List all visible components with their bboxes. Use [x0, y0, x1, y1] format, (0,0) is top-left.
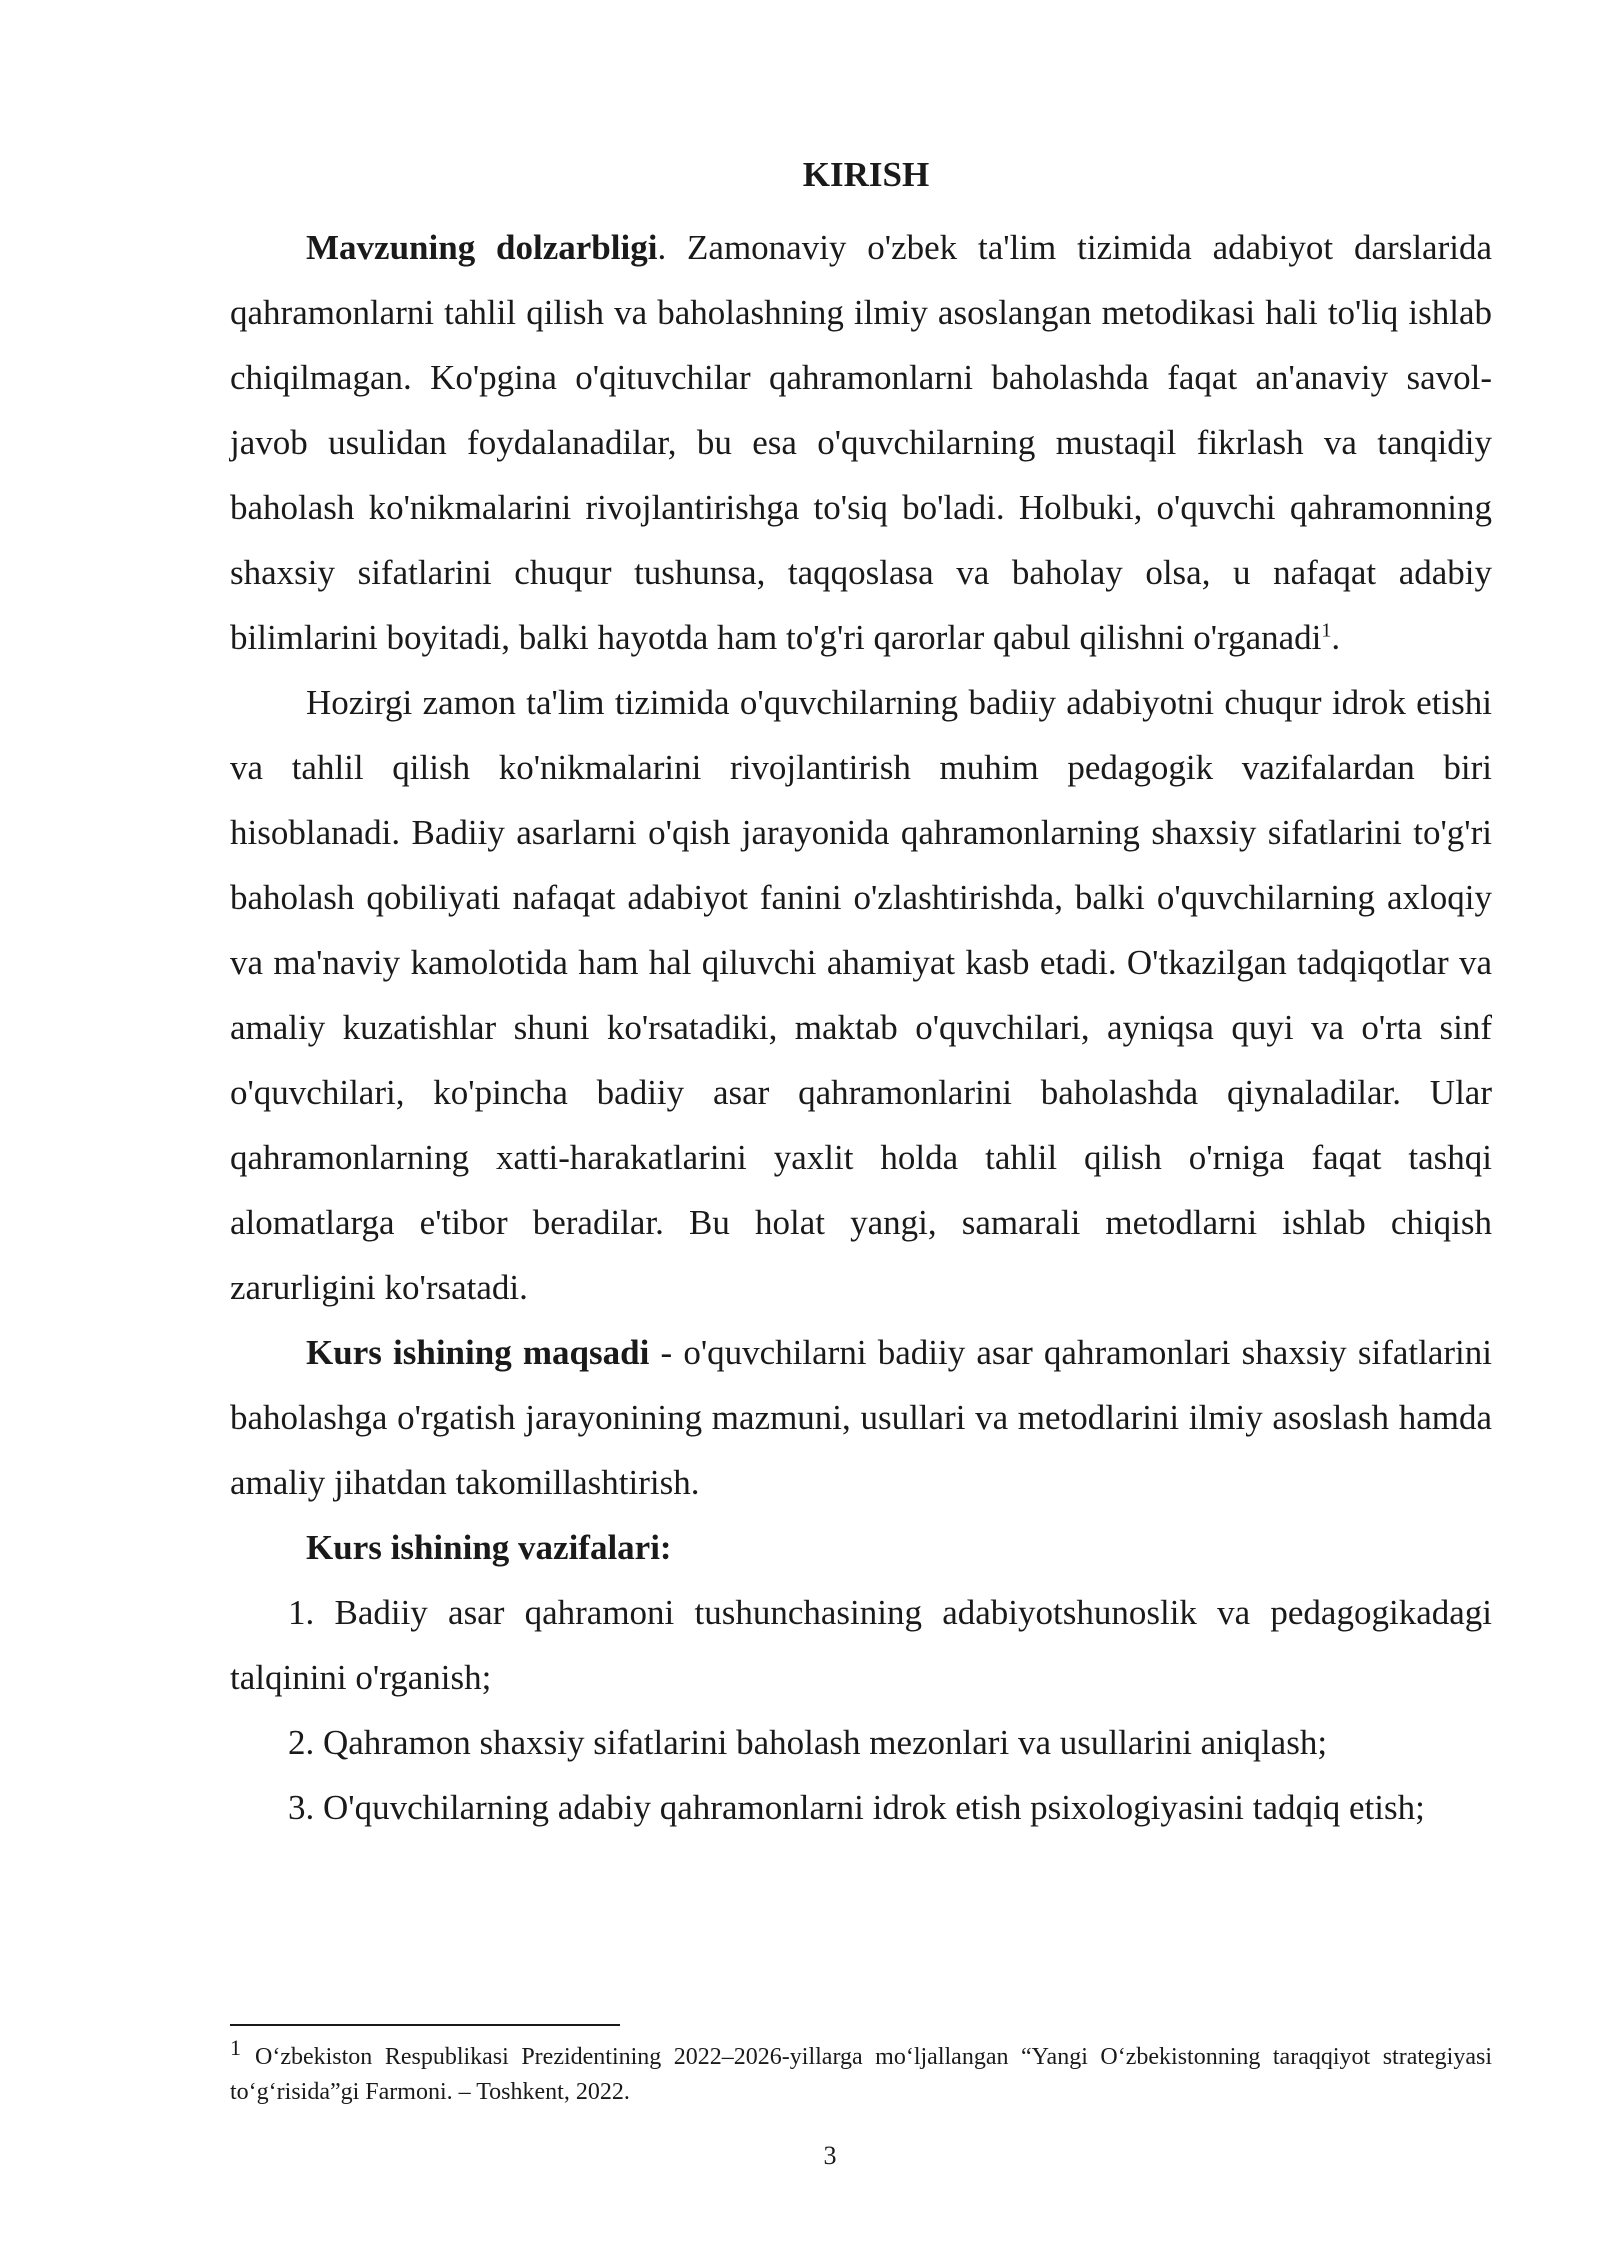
- task-item-1: 1. Badiiy asar qahramoni tushunchasining adabiyotshunoslik va pedagogikadagi talqinini o'rganish;: [230, 1593, 1492, 1697]
- relevance-text: . Zamonaviy o'zbek ta'lim tizimida adabiyot darslarida qahramonlarni tahlil qilish va baholashning ilmiy asoslangan metodikasi hali to'liq ishlab chiqilmagan. Ko'pgina o'qituvchilar qahramonlarni baholashda faqat an'anaviy savol-javob usulidan foydalanadilar, bu esa o'quvchilarning mustaqil fikrlash va tanqidiy baholash ko'nikmalarini rivojlantirishga to'siq bo'ladi. Holbuki, o'quvchi qahramonning shaxsiy sifatlarini chuqur tushunsa, taqqoslasa va baholay olsa, u nafaqat adabiy bilimlarini boyitadi, balki hayotda ham to'g'ri qarorlar qabul qilishni o'rganadi: [230, 228, 1492, 657]
- footnote-reference[interactable]: 1: [1321, 619, 1332, 642]
- relevance-paragraph: [230, 215, 1492, 670]
- footnote: [230, 2035, 1492, 2110]
- relevance-text-end: .: [1331, 618, 1341, 657]
- page-number: 3: [823, 2141, 837, 2170]
- page-body: [230, 150, 1492, 1840]
- footnote-number: 1: [230, 2035, 241, 2060]
- footnote-text: O‘zbekiston Respublikasi Prezidentining 2022–2026-yillarga mo‘ljallangan “Yangi O‘zbekistonning taraqqiyot strategiyasi to‘g‘risida”gi Farmoni. – Toshkent, 2022.: [230, 2044, 1492, 2105]
- context-paragraph: Hozirgi zamon ta'lim tizimida o'quvchilarning badiiy adabiyotni chuqur idrok etishi va tahlil qilish ko'nikmalarini rivojlantirish muhim pedagogik vazifalardan biri hisoblanadi. Badiiy asarlarni o'qish jarayonida qahramonlarning shaxsiy sifatlarini to'g'ri baholash qobiliyati nafaqat adabiyot fanini o'zlashtirishda, balki o'quvchilarning axloqiy va ma'naviy kamolotida ham hal qiluvchi ahamiyat kasb etadi. O'tkazilgan tadqiqotlar va amaliy kuzatishlar shuni ko'rsatadiki, maktab o'quvchilari, ayniqsa quyi va o'rta sinf o'quvchilari, ko'pincha badiiy asar qahramonlarini baholashda qiynaladilar. Ular qahramonlarning xatti-harakatlarini yaxlit holda tahlil qilish o'rniga faqat tashqi alomatlarga e'tibor beradilar. Bu holat yangi, samarali metodlarni ishlab chiqish zarurligini ko'rsatadi.: [230, 683, 1492, 1307]
- goal-label: Kurs ishining maqsadi: [306, 1333, 650, 1372]
- tasks-heading: Kurs ishining vazifalari:: [306, 1528, 672, 1567]
- task-item-2: 2. Qahramon shaxsiy sifatlarini baholash mezonlari va usullarini aniqlash;: [288, 1723, 1328, 1762]
- page-title: KIRISH: [802, 155, 930, 194]
- footnote-separator: [230, 2024, 620, 2026]
- goal-text: - o'quvchilarni badiiy asar qahramonlari shaxsiy sifatlarini baholashga o'rgatish jarayonining mazmuni, usullari va metodlarini ilmiy asoslash hamda amaliy jihatdan takomillashtirish.: [230, 1333, 1492, 1502]
- relevance-label: Mavzuning dolzarbligi: [306, 228, 658, 267]
- goal-paragraph: [230, 1320, 1492, 1515]
- task-item-3: 3. O'quvchilarning adabiy qahramonlarni idrok etish psixologiyasini tadqiq etish;: [288, 1788, 1425, 1827]
